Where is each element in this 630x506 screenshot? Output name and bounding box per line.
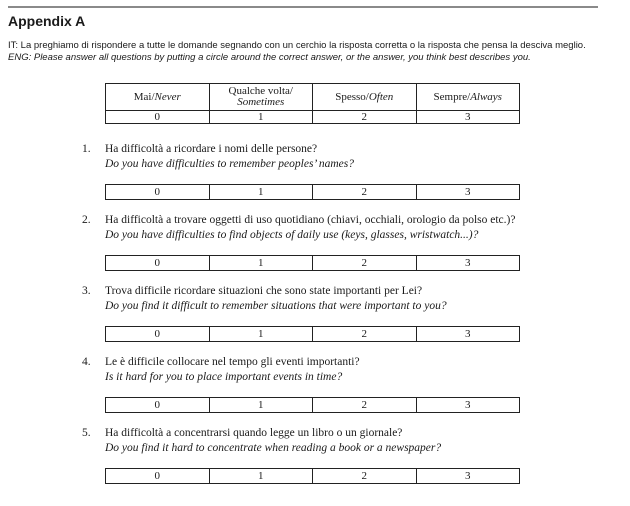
answer-option-0[interactable]: 0: [106, 327, 210, 342]
question-number: 2.: [82, 214, 91, 226]
question-text-english: Do you find it difficult to remember situations that were important to you?: [105, 300, 447, 312]
legend-score: 3: [416, 111, 520, 124]
answer-legend-table: [105, 83, 520, 124]
instructions-english: ENG: Please answer all questions by putting a circle around the correct answer, or the answer, you think best describes you.: [8, 52, 531, 63]
page-title: Appendix A: [8, 13, 86, 29]
legend-never: Mai/Never: [106, 84, 210, 111]
answer-option-2[interactable]: 2: [313, 327, 417, 342]
top-rule: [8, 6, 598, 8]
legend-often: Spesso/Often: [313, 84, 417, 111]
question-text-english: Do you have difficulties to find objects of daily use (keys, glasses, wristwatch...)?: [105, 229, 479, 241]
question-text-italian: Ha difficoltà a concentrarsi quando legge un libro o un giornale?: [105, 427, 403, 439]
answer-option-2[interactable]: 2: [313, 185, 417, 200]
question-text-english: Is it hard for you to place important events in time?: [105, 371, 343, 383]
answer-option-1[interactable]: 1: [209, 398, 313, 413]
legend-always: Sempre/Always: [416, 84, 520, 111]
question-text-italian: Ha difficoltà a ricordare i nomi delle persone?: [105, 143, 318, 155]
answer-option-2[interactable]: 2: [313, 469, 417, 484]
answer-option-1[interactable]: 1: [209, 327, 313, 342]
answer-option-0[interactable]: 0: [106, 256, 210, 271]
answer-option-1[interactable]: 1: [209, 256, 313, 271]
legend-sometimes: Qualche volta/ Sometimes: [209, 84, 313, 111]
answer-scale: [105, 468, 520, 484]
legend-score: 1: [209, 111, 313, 124]
instructions-italian: IT: La preghiamo di rispondere a tutte le domande segnando con un cerchio la risposta corretta o la risposta che pensa la desciva meglio.: [8, 40, 586, 51]
answer-option-1[interactable]: 1: [209, 469, 313, 484]
answer-option-1[interactable]: 1: [209, 185, 313, 200]
answer-scale: [105, 326, 520, 342]
question-number: 1.: [82, 143, 91, 155]
answer-scale: [105, 255, 520, 271]
answer-option-0[interactable]: 0: [106, 185, 210, 200]
answer-option-3[interactable]: 3: [416, 469, 520, 484]
question-text-english: Do you have difficulties to remember peoples’ names?: [105, 158, 355, 170]
question-number: 5.: [82, 427, 91, 439]
answer-scale: [105, 397, 520, 413]
answer-option-2[interactable]: 2: [313, 398, 417, 413]
question-number: 4.: [82, 356, 91, 368]
answer-option-0[interactable]: 0: [106, 469, 210, 484]
legend-score: 2: [313, 111, 417, 124]
question-text-italian: Trova difficile ricordare situazioni che sono state importanti per Lei?: [105, 285, 423, 297]
answer-scale: [105, 184, 520, 200]
answer-option-2[interactable]: 2: [313, 256, 417, 271]
legend-score: 0: [106, 111, 210, 124]
answer-option-0[interactable]: 0: [106, 398, 210, 413]
question-number: 3.: [82, 285, 91, 297]
question-text-italian: Ha difficoltà a trovare oggetti di uso quotidiano (chiavi, occhiali, orologio da polso etc.)?: [105, 214, 516, 226]
question-text-english: Do you find it hard to concentrate when reading a book or a newspaper?: [105, 442, 442, 454]
answer-option-3[interactable]: 3: [416, 185, 520, 200]
answer-option-3[interactable]: 3: [416, 256, 520, 271]
answer-option-3[interactable]: 3: [416, 327, 520, 342]
question-text-italian: Le è difficile collocare nel tempo gli eventi importanti?: [105, 356, 360, 368]
answer-option-3[interactable]: 3: [416, 398, 520, 413]
